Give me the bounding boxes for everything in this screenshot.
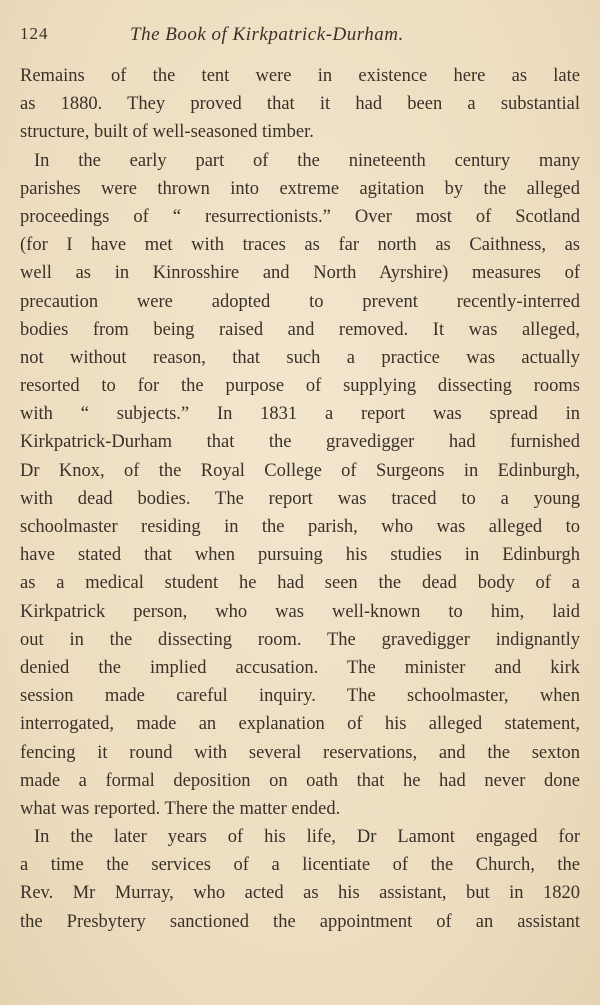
text-line: what was reported. There the matter ended. (20, 798, 341, 819)
text-line: schoolmaster residing in the parish, who was alleged to (20, 517, 580, 537)
page-number: 124 (20, 24, 49, 43)
text-line: Remains of the tent were in existence here as late (20, 66, 580, 86)
text-line: (for I have met with traces as far north as Caithness, as (20, 235, 580, 256)
text-line: In the early part of the nineteenth century many (34, 150, 580, 171)
text-line: session made careful inquiry. The schoolmaster, when (20, 686, 580, 707)
text-line: precaution were adopted to prevent recently-interred (20, 291, 580, 312)
text-line: structure, built of well-seasoned timber. (20, 122, 314, 143)
text-line: a time the services of a licentiate of the Church, the (20, 855, 580, 876)
text-line: proceedings of “ resurrectionists.” Over most of Scotland (20, 206, 580, 227)
running-title: The Book of Kirkpatrick-Durham. (130, 24, 404, 45)
text-line: Kirkpatrick person, who was well-known to him, laid (20, 601, 580, 622)
text-line: In the later years of his life, Dr Lamont engaged for (34, 827, 580, 848)
text-line: interrogated, made an explanation of his alleged statement, (20, 714, 580, 735)
text-line: with dead bodies. The report was traced to a young (20, 488, 580, 509)
text-line: as a medical student he had seen the dead body of a (20, 573, 580, 594)
text-line: as 1880. They proved that it had been a substantial (20, 94, 580, 115)
text-line: with “ subjects.” In 1831 a report was spread in (20, 404, 580, 425)
text-line: Rev. Mr Murray, who acted as his assistant, but in 1820 (20, 883, 580, 904)
text-line: have stated that when pursuing his studies in Edinburgh (20, 545, 580, 566)
text-line: resorted to for the purpose of supplying dissecting rooms (20, 376, 580, 397)
text-line: not without reason, that such a practice was actually (20, 347, 580, 368)
text-line: parishes were thrown into extreme agitation by the alleged (20, 178, 580, 199)
text-line: well as in Kinrosshire and North Ayrshire) measures of (20, 263, 580, 284)
text-line: out in the dissecting room. The gravedigger indignantly (20, 629, 580, 650)
text-line: denied the implied accusation. The minister and kirk (20, 657, 580, 678)
text-line: Dr Knox, of the Royal College of Surgeons in Edinburgh, (20, 460, 580, 481)
text-line: made a formal deposition on oath that he had never done (20, 770, 580, 791)
text-line: Kirkpatrick-Durham that the gravedigger had furnished (20, 432, 580, 453)
text-line: bodies from being raised and removed. It was alleged, (20, 319, 580, 340)
text-line: the Presbytery sanctioned the appointment of an assistant (20, 911, 580, 932)
text-line: fencing it round with several reservations, and the sexton (20, 742, 580, 763)
body-text (20, 62, 580, 936)
running-head (20, 24, 580, 52)
